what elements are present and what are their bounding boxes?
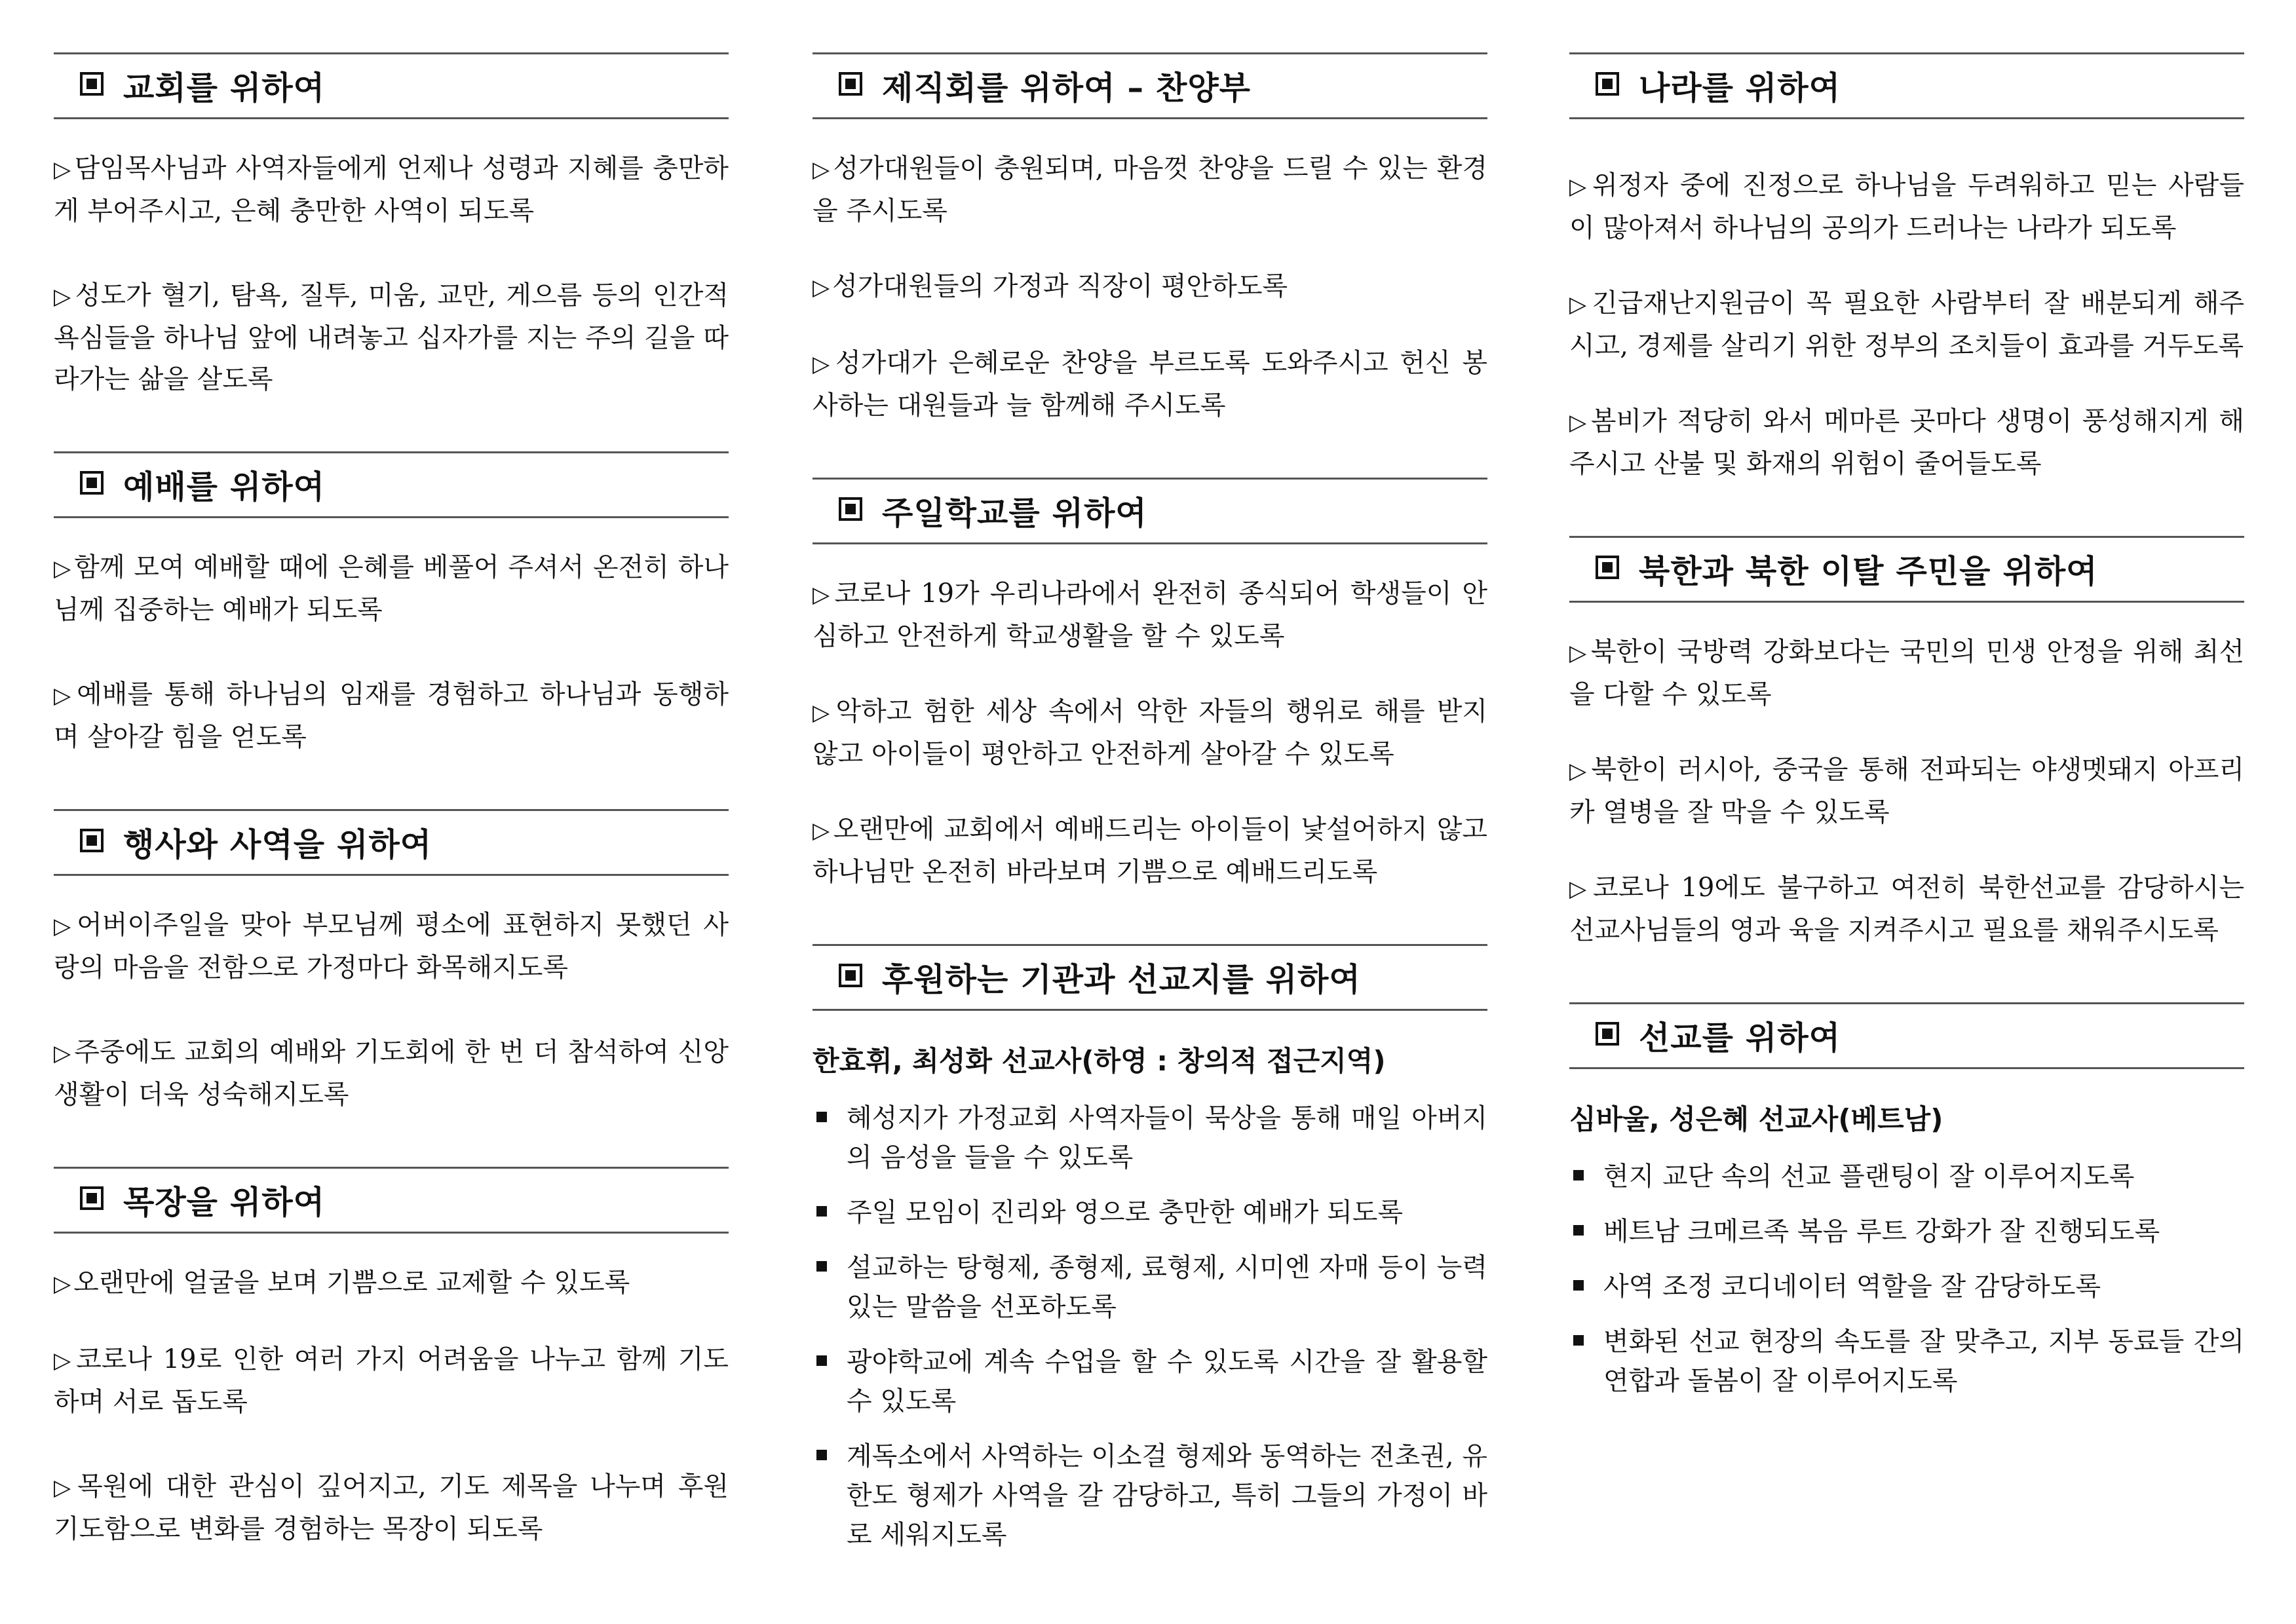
triangle-right-icon: ▷ (54, 556, 72, 582)
missionary-name: 심바울, 성은혜 선교사(베트남) (1569, 1103, 1943, 1135)
square-bullet-icon (1573, 1170, 1584, 1180)
section-header (54, 809, 729, 876)
triangle-right-icon: ▷ (1569, 409, 1588, 436)
bullet-item: 설교하는 탕형제, 종형제, 료형제, 시미엔 자매 등이 능력 있는 말씀을 선포하도록 (813, 1248, 1487, 1327)
square-bullet-icon (839, 497, 862, 521)
square-bullet-icon (80, 1186, 104, 1210)
prayer-item: ▷ 코로나 19에도 불구하고 여전히 북한선교를 감당하시는 선교사님들의 영과 육을 지켜주시고 필요를 채워주시도록 (1569, 873, 2244, 945)
triangle-right-icon: ▷ (813, 818, 831, 844)
prayer-item: ▷ 악하고 험한 세상 속에서 악한 자들의 행위로 해를 받지 않고 아이들이 평안하고 안전하게 살아갈 수 있도록 (813, 696, 1487, 769)
prayer-item: ▷ 봄비가 적당히 와서 메마른 곳마다 생명이 풍성해지게 해주시고 산불 및 화재의 위험이 줄어들도록 (1569, 406, 2244, 479)
section-title: 제직회를 위하여 – 찬양부 (882, 69, 1252, 107)
square-bullet-icon (80, 471, 104, 495)
section-title: 선교를 위하여 (1639, 1019, 1841, 1057)
section-header (54, 451, 729, 518)
section-title: 나라를 위하여 (1639, 69, 1841, 107)
prayer-item: ▷ 담임목사님과 사역자들에게 언제나 성령과 지혜를 충만하게 부어주시고, 은혜 충만한 사역이 되도록 (54, 153, 729, 226)
square-bullet-icon (1573, 1225, 1584, 1236)
section-church (54, 52, 729, 400)
section-nation (1569, 52, 2244, 485)
prayer-item: ▷ 성도가 혈기, 탐욕, 질투, 미움, 교만, 게으름 등의 인간적 욕심들을 하나님 앞에 내려놓고 십자가를 지는 주의 길을 따라가는 삶을 살도록 (54, 280, 729, 394)
square-bullet-icon (816, 1261, 827, 1272)
prayer-item: ▷ 오랜만에 얼굴을 보며 기쁨으로 교제할 수 있도록 (54, 1268, 630, 1298)
triangle-right-icon: ▷ (54, 1271, 71, 1297)
square-bullet-icon (80, 72, 104, 96)
triangle-right-icon: ▷ (813, 157, 831, 183)
column-2 (813, 52, 1487, 1570)
section-missions (1569, 1002, 2244, 1401)
square-bullet-icon (816, 1450, 827, 1460)
section-title: 북한과 북한 이탈 주민을 위하여 (1639, 553, 2098, 590)
square-bullet-icon (1573, 1335, 1584, 1346)
prayer-item: ▷ 목원에 대한 관심이 깊어지고, 기도 제목을 나누며 후원 기도함으로 변화를 경험하는 목장이 되도록 (54, 1471, 729, 1544)
bullet-item: 주일 모임이 진리와 영으로 충만한 예배가 되도록 (813, 1193, 1487, 1232)
section-header (813, 944, 1487, 1011)
section-header (813, 52, 1487, 119)
prayer-item: ▷ 예배를 통해 하나님의 임재를 경험하고 하나님과 동행하며 살아갈 힘을 얻도록 (54, 679, 729, 752)
bullet-item: 베트남 크메르족 복음 루트 강화가 잘 진행되도록 (1569, 1212, 2244, 1251)
prayer-item: ▷ 위정자 중에 진정으로 하나님을 두려워하고 믿는 사람들이 많아져서 하나님의 공의가 드러나는 나라가 되도록 (1569, 170, 2244, 243)
section-title: 행사와 사역을 위하여 (123, 826, 432, 863)
prayer-item: ▷ 코로나 19가 우리나라에서 완전히 종식되어 학생들이 안심하고 안전하게 학교생활을 할 수 있도록 (813, 578, 1487, 651)
prayer-item: ▷ 어버이주일을 맞아 부모님께 평소에 표현하지 못했던 사랑의 마음을 전함으로 가정마다 화목해지도록 (54, 910, 729, 983)
square-bullet-icon (1596, 556, 1619, 579)
missionary-name: 한효휘, 최성화 선교사(하영 : 창의적 접근지역) (813, 1045, 1386, 1077)
triangle-right-icon: ▷ (54, 1040, 72, 1067)
bullet-item: 현지 교단 속의 선교 플랜팅이 잘 이루어지도록 (1569, 1157, 2244, 1196)
square-bullet-icon (816, 1355, 827, 1366)
triangle-right-icon: ▷ (1569, 174, 1590, 200)
prayer-item: ▷ 오랜만에 교회에서 예배드리는 아이들이 낯설어하지 않고 하나님만 온전히 바라보며 기쁨으로 예배드리도록 (813, 814, 1487, 887)
section-header (54, 1167, 729, 1234)
triangle-right-icon: ▷ (813, 351, 833, 377)
column-1 (54, 52, 729, 1601)
triangle-right-icon: ▷ (54, 683, 75, 709)
bullet-item: 변화된 선교 현장의 속도를 잘 맞추고, 지부 동료들 간의 연합과 돌봄이 잘 이루어지도록 (1569, 1322, 2244, 1401)
section-title: 후원하는 기관과 선교지를 위하여 (882, 961, 1361, 998)
section-title: 주일학교를 위하여 (882, 495, 1147, 532)
triangle-right-icon: ▷ (813, 700, 833, 726)
triangle-right-icon: ▷ (54, 1348, 74, 1374)
bullet-item: 광야학교에 계속 수업을 할 수 있도록 시간을 잘 활용할 수 있도록 (813, 1342, 1487, 1421)
prayer-item: ▷ 성가대원들의 가정과 직장이 평안하도록 (813, 271, 1288, 301)
section-sunday-school (813, 478, 1487, 893)
prayer-item: ▷ 성가대원들이 충원되며, 마음껏 찬양을 드릴 수 있는 환경을 주시도록 (813, 153, 1487, 226)
square-bullet-icon (839, 72, 862, 96)
square-bullet-icon (1573, 1280, 1584, 1291)
section-header (1569, 536, 2244, 603)
triangle-right-icon: ▷ (1569, 876, 1591, 902)
triangle-right-icon: ▷ (54, 913, 75, 939)
section-title: 예배를 위하여 (123, 468, 326, 506)
section-north-korea (1569, 536, 2244, 951)
prayer-item: ▷ 긴급재난지원금이 꼭 필요한 사람부터 잘 배분되게 해주시고, 경제를 살리기 위한 정부의 조치들이 효과를 거두도록 (1569, 288, 2244, 361)
prayer-item: ▷ 성가대가 은혜로운 찬양을 부르도록 도와주시고 헌신 봉사하는 대원들과 늘 함께해 주시도록 (813, 348, 1487, 421)
square-bullet-icon (1596, 72, 1619, 96)
column-3 (1569, 52, 2244, 1416)
prayer-item: ▷ 주중에도 교회의 예배와 기도회에 한 번 더 참석하여 신앙생활이 더욱 성숙해지도록 (54, 1037, 729, 1110)
section-header (54, 52, 729, 119)
section-choir (813, 52, 1487, 426)
section-header (813, 478, 1487, 544)
section-header (1569, 1002, 2244, 1069)
section-mokjang (54, 1167, 729, 1550)
triangle-right-icon: ▷ (1569, 640, 1588, 666)
section-title: 교회를 위하여 (123, 69, 326, 107)
triangle-right-icon: ▷ (1569, 758, 1589, 784)
triangle-right-icon: ▷ (54, 1475, 75, 1501)
bullet-item: 사역 조정 코디네이터 역할을 잘 감당하도록 (1569, 1267, 2244, 1306)
triangle-right-icon: ▷ (54, 284, 73, 310)
section-worship (54, 451, 729, 758)
bullet-item: 계독소에서 사역하는 이소걸 형제와 동역하는 전초권, 유한도 형제가 사역을 갈 감당하고, 특히 그들의 가정이 바로 세워지도록 (813, 1437, 1487, 1555)
triangle-right-icon: ▷ (813, 582, 832, 608)
triangle-right-icon: ▷ (54, 157, 72, 183)
section-events (54, 809, 729, 1116)
section-header (1569, 52, 2244, 119)
square-bullet-icon (816, 1206, 827, 1217)
prayer-item: ▷ 코로나 19로 인한 여러 가지 어려움을 나누고 함께 기도하며 서로 돕도록 (54, 1344, 729, 1417)
prayer-item: ▷ 북한이 러시아, 중국을 통해 전파되는 야생멧돼지 아프리카 열병을 잘 막을 수 있도록 (1569, 755, 2244, 827)
square-bullet-icon (839, 964, 862, 987)
prayer-item: ▷ 북한이 국방력 강화보다는 국민의 민생 안정을 위해 최선을 다할 수 있도록 (1569, 637, 2244, 709)
square-bullet-icon (80, 829, 104, 852)
prayer-item: ▷ 함께 모여 예배할 때에 은혜를 베풀어 주셔서 온전히 하나님께 집중하는 예배가 되도록 (54, 552, 729, 625)
bullet-item: 혜성지가 가정교회 사역자들이 묵상을 통해 매일 아버지의 음성을 들을 수 있도록 (813, 1099, 1487, 1177)
section-title: 목장을 위하여 (123, 1184, 326, 1221)
square-bullet-icon (816, 1112, 827, 1122)
triangle-right-icon: ▷ (1569, 292, 1590, 318)
square-bullet-icon (1596, 1022, 1619, 1046)
triangle-right-icon: ▷ (813, 274, 830, 301)
section-support-missions (813, 944, 1487, 1555)
